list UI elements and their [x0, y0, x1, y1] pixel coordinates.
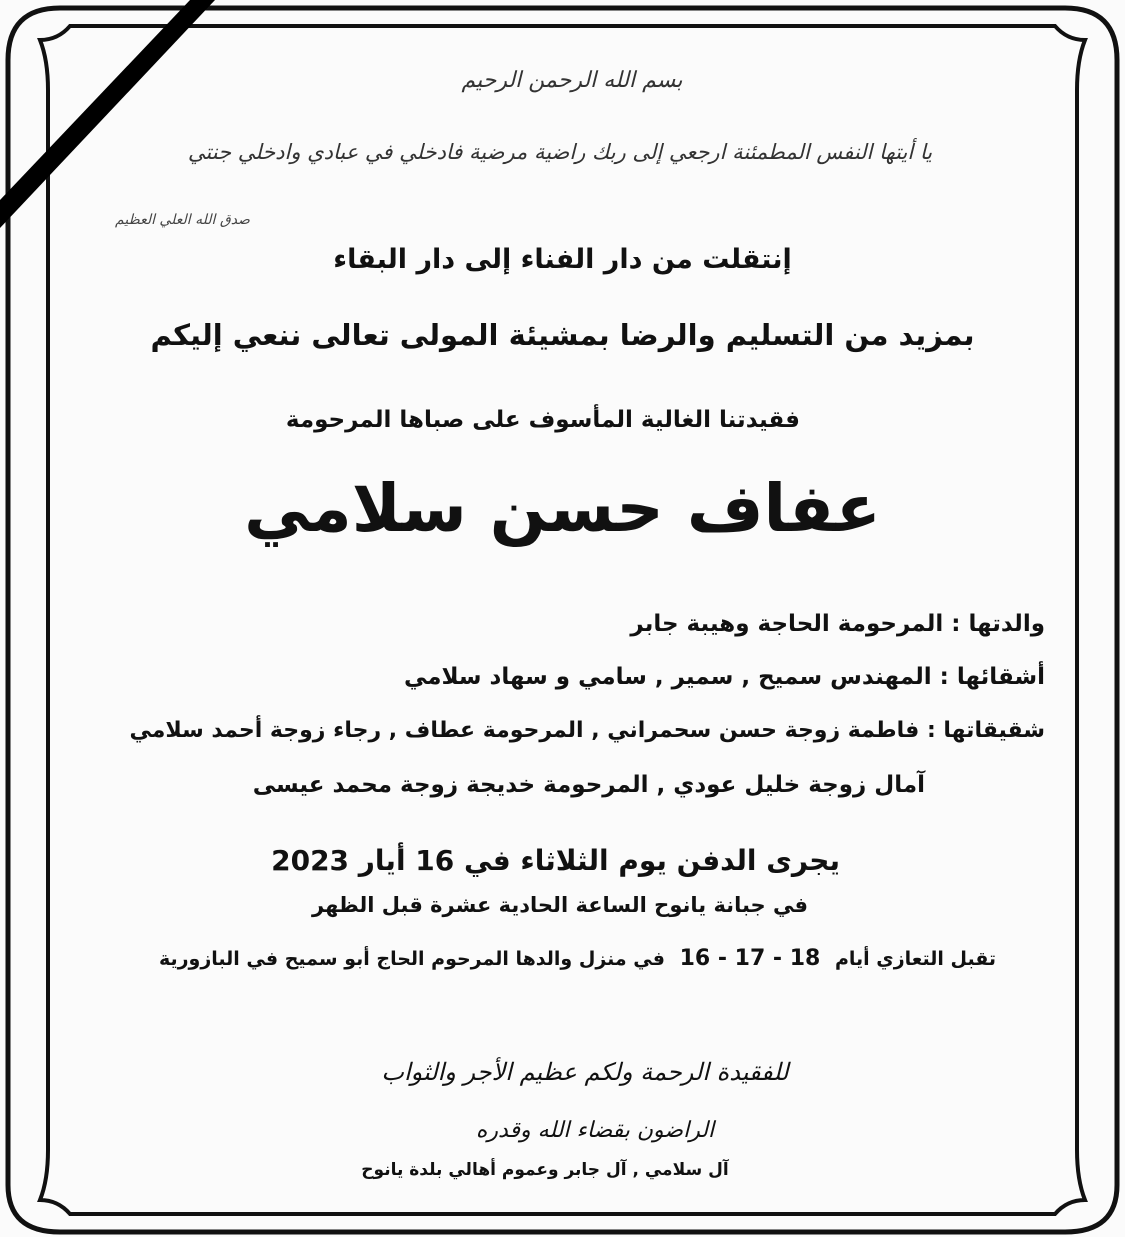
condolence-days: 16 - 17 - 18: [679, 946, 821, 971]
deceased-name: عفاف حسن سلامي: [244, 470, 881, 547]
sisters-line: شقيقاتها : فاطمة زوجة حسن سحمراني , المرحومة عطاف , رجاء زوجة أحمد سلامي: [129, 718, 1045, 743]
intro-line-2: بمزيد من التسليم والرضا بمشيئة المولى تعالى ننعي إليكم: [150, 318, 975, 352]
brothers-line: أشقائها : المهندس سميح , سمير , سامي و سهاد سلامي: [403, 664, 1045, 690]
quran-verse: يا أيتها النفس المطمئنة ارجعي إلى ربك راضية مرضية فادخلي في عبادي وادخلي جنتي: [187, 140, 933, 164]
intro-line-1: إنتقلت من دار الفناء إلى دار البقاء: [333, 244, 792, 275]
basmala-calligraphy: بسم الله الرحمن الرحيم: [461, 68, 683, 93]
condolence-place: في منزل والدها المرحوم الحاج أبو سميح في البازورية: [158, 948, 665, 970]
condolence-prefix: تقبل التعازي أيام: [834, 948, 997, 970]
families-line: آل سلامي , آل جابر وعموم أهالي بلدة يانوح: [361, 1160, 729, 1180]
mourners-line: الراضون بقضاء الله وقدره: [475, 1118, 715, 1143]
burial-date: يجرى الدفن يوم الثلاثاء في 16 أيار 2023: [271, 844, 840, 877]
mourning-ribbon: [0, 0, 215, 228]
closing-prayer: للفقيدة الرحمة ولكم عظيم الأجر والثواب: [381, 1058, 789, 1086]
verse-closing: صدق الله العلي العظيم: [115, 212, 250, 228]
condolence-line: [115, 946, 1040, 971]
burial-place-time: في جبانة يانوح الساعة الحادية عشرة قبل الظهر: [312, 893, 808, 917]
mother-line: والدتها : المرحومة الحاجة وهيبة جابر: [630, 611, 1045, 637]
intro-line-3: فقيدتنا الغالية المأسوف على صباها المرحومة: [285, 407, 800, 433]
sisters-line-continued: آمال زوجة خليل عودي , المرحومة خديجة زوجة محمد عيسى: [252, 772, 925, 798]
